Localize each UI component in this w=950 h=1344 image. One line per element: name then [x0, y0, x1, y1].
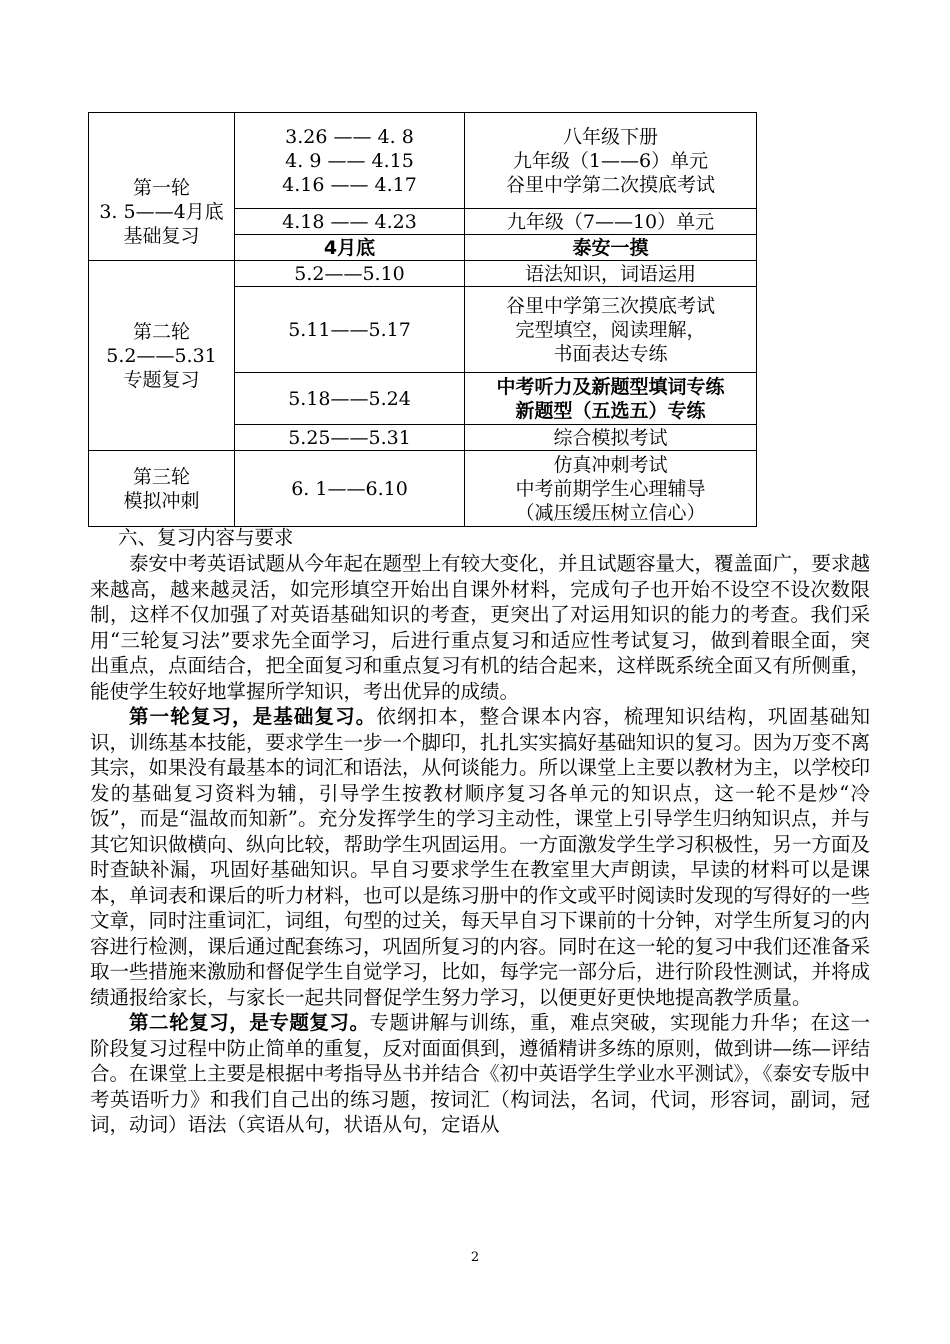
- date-range: 4. 9 —— 4.15: [285, 149, 414, 172]
- content-line: 语法知识，词语运用: [524, 262, 696, 285]
- content-line: 综合模拟考试: [553, 426, 668, 449]
- date-cell: [235, 373, 465, 425]
- round3-name: 第三轮: [132, 465, 190, 488]
- table-row: [89, 113, 757, 209]
- content-cell: [465, 113, 757, 209]
- content-cell: [465, 235, 757, 261]
- page-number: 2: [470, 1250, 480, 1265]
- content-line: 书面表达专练: [553, 342, 668, 365]
- date-range: 4.16 —— 4.17: [282, 173, 417, 196]
- round3-type: 模拟冲刺: [123, 489, 200, 512]
- content-line: 新题型（五选五）专练: [515, 399, 706, 422]
- content-line: 完型填空，阅读理解，: [515, 318, 706, 341]
- content-line: 仿真冲刺考试: [553, 453, 668, 476]
- date-cell: [235, 287, 465, 373]
- round1-type: 基础复习: [123, 224, 200, 247]
- date-cell: [235, 261, 465, 287]
- content-cell: [465, 261, 757, 287]
- date-cell: [235, 235, 465, 261]
- round2-paragraph: [90, 1010, 870, 1138]
- date-range: 4.18 —— 4.23: [282, 210, 417, 233]
- content-line: 谷里中学第三次摸底考试: [505, 294, 715, 317]
- review-schedule-table: [88, 112, 757, 527]
- content-line: 泰安一摸: [572, 236, 649, 259]
- table-row: [89, 261, 757, 287]
- date-range: 3.26 —— 4. 8: [285, 125, 414, 148]
- date-range: 5.11——5.17: [288, 318, 411, 341]
- date-range: 4月底: [323, 236, 376, 259]
- round1-name: 第一轮: [132, 176, 190, 199]
- round2-name: 第二轮: [132, 320, 190, 343]
- round1-period: 3. 5——4月底: [99, 200, 224, 223]
- content-cell: [465, 209, 757, 235]
- round2-body: 专题讲解与训练，重，难点突破，实现能力升华；在这一阶段复习过程中防止简单的重复，反对面面俱到，遵循精讲多练的原则，做到讲—练—评结合。在课堂上主要是根据中考指导丛书并结合《初中英语学生学业水平测试》，《泰安专版中考英语听力》和我们自己出的练习题，按词汇（构词法，名词，代词，形容词，副词，冠词，动词）语法（宾语从句，状语从句，定语从: [90, 1011, 871, 1136]
- content-line: 中考听力及新题型填词专练: [496, 375, 725, 398]
- content-line: 九年级（1——6）单元: [512, 149, 709, 172]
- date-range: 5.25——5.31: [288, 426, 411, 449]
- content-line: 谷里中学第二次摸底考试: [505, 173, 715, 196]
- section-body: [90, 551, 870, 1138]
- table-row: [89, 451, 757, 527]
- round1-paragraph: [90, 704, 870, 1010]
- content-line: （减压缓压树立信心）: [515, 501, 706, 524]
- round2-lead: 第二轮复习，是专题复习。: [129, 1011, 370, 1034]
- content-line: 八年级下册: [562, 125, 658, 148]
- date-cell: [235, 113, 465, 209]
- date-range: 5.18——5.24: [288, 387, 411, 410]
- content-cell: [465, 425, 757, 451]
- intro-paragraph: 泰安中考英语试题从今年起在题型上有较大变化，并且试题容量大，覆盖面广，要求越来越高，越来越灵活，如完形填空开始出自课外材料，完成句子也开始不设空不设次数限制，这样不仅加强了对英语基础知识的考查，更突出了对运用知识的能力的考查。我们采用“三轮复习法”要求先全面学习，后进行重点复习和适应性考试复习，做到着眼全面，突出重点，点面结合，把全面复习和重点复习有机的结合起来，这样既系统全面又有所侧重，能使学生较好地掌握所学知识，考出优异的成绩。: [90, 552, 871, 703]
- date-cell: [235, 451, 465, 527]
- round2-period: 5.2——5.31: [106, 344, 217, 367]
- round2-type: 专题复习: [123, 368, 200, 391]
- content-cell: [465, 287, 757, 373]
- content-cell: [465, 373, 757, 425]
- round2-label-cell: [89, 261, 235, 451]
- date-cell: [235, 425, 465, 451]
- round1-body: 依纲扣本，整合课本内容，梳理知识结构，巩固基础知识，训练基本技能，要求学生一步一个脚印，扎扎实实搞好基础知识的复习。因为万变不离其宗，如果没有最基本的词汇和语法，从何谈能力。所以课堂上主要以教材为主，以学校印发的基础复习资料为辅，引导学生按教材顺序复习各单元的知识点，这一轮不是炒“冷饭”，而是“温故而知新”。充分发挥学生的学习主动性，课堂上引导学生归纳知识点，并与其它知识做横向、纵向比较，帮助学生巩固运用。一方面激发学生学习积极性，另一方面及时查缺补漏，巩固好基础知识。早自习要求学生在教室里大声朗读，早读的材料可以是课本，单词表和课后的听力材料，也可以是练习册中的作文或平时阅读时发现的写得好的一些文章，同时注重词汇，词组，句型的过关，每天早自习下课前的十分钟，对学生所复习的内容进行检测，课后通过配套练习，巩固所复习的内容。同时在这一轮的复习中我们还准备采取一些措施来激励和督促学生自觉学习，比如，每学完一部分后，进行阶段性测试，并将成绩通报给家长，与家长一起共同督促学生努力学习，以便更好更快地提高教学质量。: [90, 705, 871, 1009]
- section-heading: 六、复习内容与要求: [118, 526, 294, 549]
- content-line: 九年级（7——10）单元: [506, 210, 715, 233]
- date-range: 5.2——5.10: [294, 262, 405, 285]
- round1-lead: 第一轮复习，是基础复习。: [129, 705, 377, 728]
- round1-label-cell: [89, 113, 235, 261]
- date-range: 6. 1——6.10: [291, 477, 408, 500]
- content-cell: [465, 451, 757, 527]
- round3-label-cell: [89, 451, 235, 527]
- date-cell: [235, 209, 465, 235]
- content-line: 中考前期学生心理辅导: [515, 477, 706, 500]
